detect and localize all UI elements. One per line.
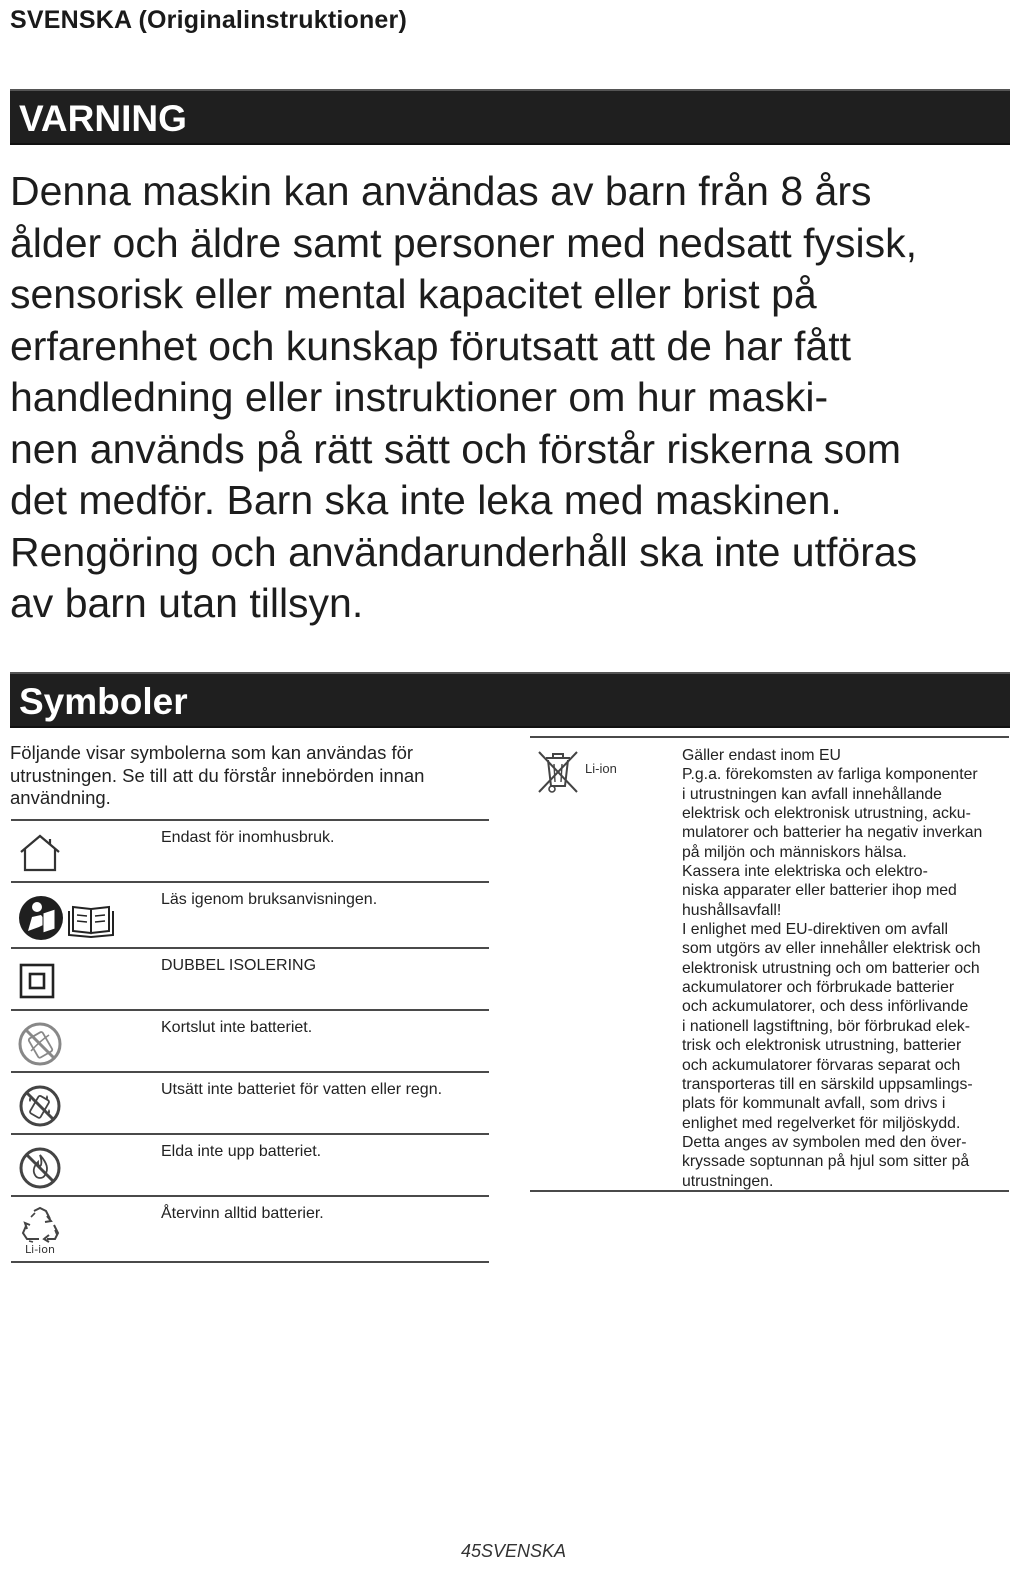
eu-line: P.g.a. förekomsten av farliga komponenter [682, 766, 978, 784]
eu-line: kryssade soptunnan på hjul som sitter på [682, 1153, 970, 1171]
eu-line: enlighet med regelverket för miljöskydd. [682, 1114, 961, 1132]
crossed-bin-icon-label: Li-ion [585, 761, 617, 776]
eu-line: transporteras till en särskild uppsamlings- [682, 1075, 973, 1093]
warning-line: Denna maskin kan användas av barn från 8 års [10, 168, 872, 214]
warning-line: ålder och äldre samt personer med nedsatt fysisk, [10, 219, 917, 266]
eu-line: och ackumulatorer förvaras separat och [682, 1056, 961, 1074]
no-short-circuit-icon [17, 1021, 63, 1067]
recycle-icon-label: Li-ion [25, 1243, 55, 1255]
eu-line: Detta anges av symbolen med den över- [682, 1133, 967, 1151]
no-water-icon [17, 1083, 63, 1129]
warning-line: nen används på rätt sätt och förstår riskerna som [10, 425, 902, 472]
eu-line: plats för kommunalt avfall, som drivs i [682, 1095, 946, 1113]
eu-line: utrustningen. [682, 1172, 774, 1190]
language-title: SVENSKA (Originalinstruktioner) [10, 6, 407, 34]
read-manual-icon [17, 893, 117, 943]
eu-line: hushållsavfall! [682, 901, 782, 919]
symbol-row-recycle [11, 1195, 489, 1263]
symbol-label: DUBBEL ISOLERING [161, 957, 317, 974]
eu-line: I enlighet med EU-direktiven om avfall [682, 921, 949, 939]
warning-line: handledning eller instruktioner om hur maski- [10, 374, 829, 420]
page-footer: 45SVENSKA [460, 1541, 567, 1561]
house-icon [17, 833, 63, 873]
eu-line: och ackumulatorer, och dess införlivande [682, 998, 969, 1016]
warning-line: Rengöring och användarunderhåll ska inte utföras [10, 528, 918, 575]
symbol-label: Kortslut inte batteriet. [161, 1019, 313, 1036]
eu-line: Gäller endast inom EU [682, 747, 841, 764]
eu-line: elektrisk och elektronisk utrustning, acku- [682, 805, 971, 823]
symbol-row-read-manual [11, 881, 489, 947]
symbols-table [11, 819, 489, 1263]
warning-line: av barn utan tillsyn. [10, 580, 364, 626]
eu-line: som utgörs av eller innehåller elektrisk och [682, 940, 981, 958]
warning-line: sensorisk eller mental kapacitet eller brist på [10, 271, 817, 317]
symbol-label: Elda inte upp batteriet. [161, 1143, 322, 1160]
symbol-label: Utsätt inte batteriet för vatten eller regn. [161, 1081, 443, 1098]
symbols-heading: Symboler [10, 672, 1010, 728]
eu-disposal-block [530, 736, 1009, 1192]
symbol-label: Läs igenom bruksanvisningen. [161, 891, 378, 908]
eu-line: på miljön och människors hälsa. [682, 843, 907, 861]
symbol-row-indoor [11, 819, 489, 881]
eu-line: ackumulatorer och förbrukade batterier [682, 979, 955, 997]
warning-line: erfarenhet och kunskap förutsatt att de har fått [10, 322, 852, 369]
eu-line: niska apparater eller batterier ihop med [682, 882, 957, 900]
symbol-row-no-water [11, 1071, 489, 1133]
warning-text [10, 166, 1015, 630]
eu-line: mulatorer och batterier ha negativ inverkan [682, 824, 983, 842]
symbol-label: Endast för inomhusbruk. [161, 829, 335, 846]
crossed-bin-icon [534, 748, 582, 794]
symbols-intro: Följande visar symbolerna som kan användas för utrustningen. Se till att du förstår innebörden innan användning. [10, 742, 425, 808]
eu-line: elektronisk utrustning och om batterier och [682, 959, 980, 977]
eu-line: trisk och elektronisk utrustning, batterier [682, 1037, 962, 1055]
eu-disposal-text [682, 746, 1012, 1191]
recycle-icon [17, 1205, 63, 1255]
eu-line: Kassera inte elektriska och elektro- [682, 863, 928, 881]
symbol-row-no-short-circuit [11, 1009, 489, 1071]
symbol-label: Återvinn alltid batterier. [161, 1205, 324, 1222]
eu-line: i nationell lagstiftning, bör förbrukad elek- [682, 1017, 971, 1035]
symbol-row-no-fire [11, 1133, 489, 1195]
eu-line: i utrustningen kan avfall innehållande [682, 785, 942, 803]
warning-heading: VARNING [10, 89, 1010, 145]
double-insulation-icon [17, 961, 57, 1001]
warning-line: det medför. Barn ska inte leka med maskinen. [10, 477, 842, 523]
no-fire-icon [17, 1145, 63, 1191]
symbol-row-double-insulation [11, 947, 489, 1009]
